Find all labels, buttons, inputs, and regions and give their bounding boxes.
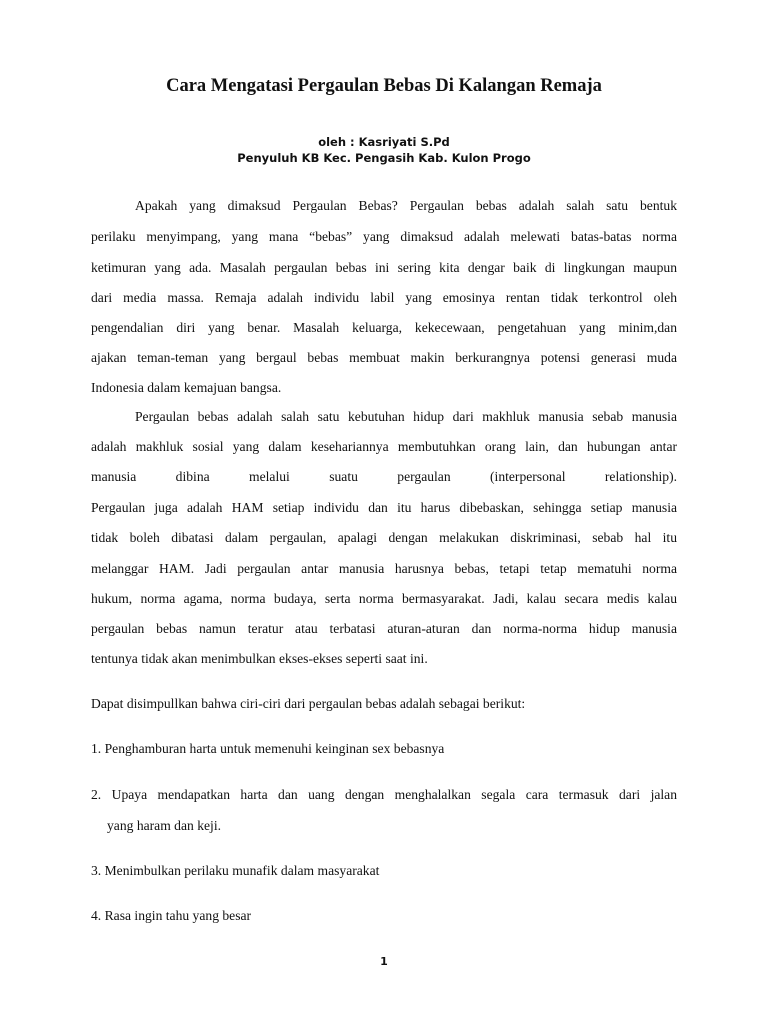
paragraph-line: tentunya tidak akan menimbulkan ekses-ekses seperti saat ini. bbox=[91, 651, 428, 666]
paragraph-line: Pergaulan bebas adalah salah satu kebutuhan hidup dari makhluk manusia sebab manusia bbox=[135, 409, 677, 424]
paragraph-line: pengendalian diri yang benar. Masalah keluarga, kekecewaan, pengetahuan yang minim,dan bbox=[91, 320, 677, 335]
paragraph-line: Indonesia dalam kemajuan bangsa. bbox=[91, 380, 282, 395]
paragraph-line: ajakan teman-teman yang bergaul bebas membuat makin berkurangnya potensi generasi muda bbox=[91, 350, 677, 365]
paragraph-line: melanggar HAM. Jadi pergaulan antar manusia harusnya bebas, tetapi tetap mematuhi norma bbox=[91, 561, 677, 576]
page-number: 1 bbox=[380, 955, 388, 968]
paragraph-line: adalah makhluk sosial yang dalam kesehariannya membutuhkan orang lain, dan hubungan antar bbox=[91, 439, 677, 454]
paragraph-line: dari media massa. Remaja adalah individu labil yang emosinya rentan tidak terkontrol oleh bbox=[91, 290, 677, 305]
paragraph-line: manusia dibina melalui suatu pergaulan (interpersonal relationship). bbox=[91, 469, 677, 484]
paragraph-line: perilaku menyimpang, yang mana “bebas” yang dimaksud adalah melewati batas-batas norma bbox=[91, 229, 677, 244]
document-title: Cara Mengatasi Pergaulan Bebas Di Kalangan Remaja bbox=[166, 76, 602, 96]
paragraph-line: hukum, norma agama, norma budaya, serta norma bermasyarakat. Jadi, kalau secara medis kalau bbox=[91, 591, 677, 606]
paragraph-line: ketimuran yang ada. Masalah pergaulan bebas ini sering kita dengar baik di lingkungan maupun bbox=[91, 260, 677, 275]
list-item-continuation: yang haram dan keji. bbox=[107, 818, 221, 833]
paragraph-line: tidak boleh dibatasi dalam pergaulan, apalagi dengan melakukan diskriminasi, sebab hal itu bbox=[91, 530, 677, 545]
author-line: oleh : Kasriyati S.Pd bbox=[318, 135, 450, 149]
paragraph-line: pergaulan bebas namun teratur atau terbatasi aturan-aturan dan norma-norma hidup manusia bbox=[91, 621, 677, 636]
paragraph-line: Pergaulan juga adalah HAM setiap individu dan itu harus dibebaskan, sehingga setiap manusia bbox=[91, 500, 677, 515]
affiliation-line: Penyuluh KB Kec. Pengasih Kab. Kulon Progo bbox=[237, 151, 531, 165]
list-item: 3. Menimbulkan perilaku munafik dalam masyarakat bbox=[91, 863, 380, 878]
list-item: 4. Rasa ingin tahu yang besar bbox=[91, 908, 252, 923]
paragraph-line: Apakah yang dimaksud Pergaulan Bebas? Pergaulan bebas adalah salah satu bentuk bbox=[135, 198, 677, 213]
list-item: 1. Penghamburan harta untuk memenuhi keinginan sex bebasnya bbox=[91, 741, 445, 756]
conclusion-intro: Dapat disimpullkan bahwa ciri-ciri dari pergaulan bebas adalah sebagai berikut: bbox=[91, 696, 526, 711]
list-item: 2. Upaya mendapatkan harta dan uang dengan menghalalkan segala cara termasuk dari jalan bbox=[91, 787, 677, 802]
